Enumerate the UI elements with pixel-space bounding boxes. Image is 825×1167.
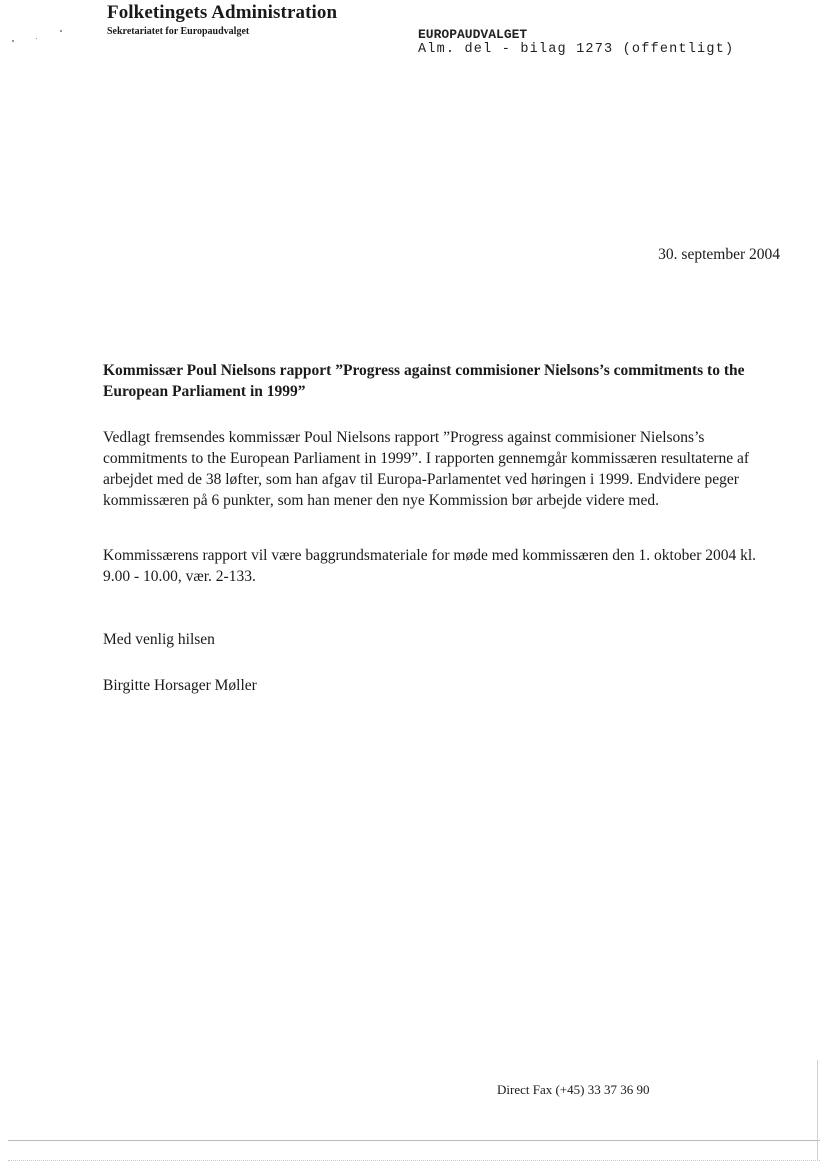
footer-divider	[8, 1140, 820, 1141]
stamp-reference: Alm. del - bilag 1273 (offentligt)	[418, 42, 735, 57]
direct-fax: Direct Fax (+45) 33 37 36 90	[497, 1082, 650, 1097]
body-paragraph-1: Vedlagt fremsendes kommissær Poul Nielsons rapport ”Progress against commisioner Nielsons’s commitments to the European Parliament in 1999”. I rapporten gennemgår kommissæren resultaterne af arbejdet med de 38 løfter, som han afgav til Europa-Parlamentet ved høringen i 1999. Endvidere peger kommissæren på 6 punkter, som han mener den nye Kommission bør arbejde videre med.	[103, 429, 750, 509]
footer-divider-dotted	[8, 1160, 820, 1161]
document-stamp	[418, 27, 734, 58]
scan-speck	[36, 38, 37, 39]
letter-subject: Kommissær Poul Nielsons rapport ”Progress against commisioner Nielsons’s commitments to the European Parliament in 1999”	[103, 362, 745, 400]
scan-edge-line	[817, 1060, 818, 1160]
letter-closing: Med venlig hilsen	[103, 631, 215, 648]
body-paragraph-2: Kommissærens rapport vil være baggrundsmateriale for møde med kommissæren den 1. oktober 2004 kl. 9.00 - 10.00, vær. 2-133.	[103, 547, 757, 585]
signature-name: Birgitte Horsager Møller	[103, 677, 257, 694]
scan-speck	[60, 30, 62, 32]
organization-department: Sekretariatet for Europaudvalget	[107, 26, 250, 37]
organization-name: Folketingets Administration	[107, 2, 338, 23]
stamp-committee: EUROPAUDVALGET	[418, 27, 528, 42]
scan-speck	[12, 40, 14, 42]
letter-date: 30. september 2004	[658, 246, 780, 263]
